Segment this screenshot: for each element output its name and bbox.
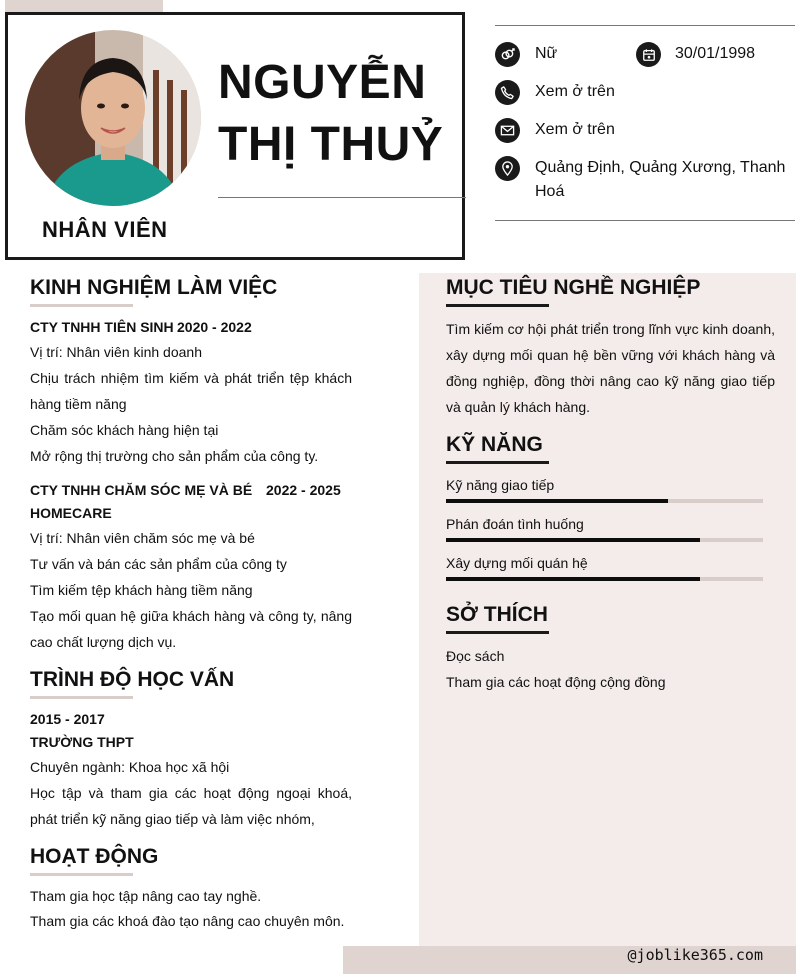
objective-text: Tìm kiếm cơ hội phát triển trong lĩnh vực kinh doanh, xây dựng mối quan hệ bền vững với khách hàng và đồng nghiệp, đồng thời nâng cao kỹ năng giao tiếp và quản lý khách hàng.: [446, 321, 775, 415]
skill-bar-fill: [446, 577, 700, 581]
address-line-1: Quảng Định, Quảng Xương, Thanh: [535, 159, 786, 176]
phone-value: Xem ở trên: [535, 83, 615, 100]
skills-title: KỸ NĂNG: [446, 433, 543, 456]
skills-underline: [446, 461, 549, 464]
education-title: TRÌNH ĐỘ HỌC VẤN: [30, 668, 235, 691]
gender-value: Nữ: [535, 45, 558, 62]
hobbies-title: SỞ THÍCH: [446, 603, 548, 626]
email-icon: [495, 118, 520, 143]
skill-bar-track: [446, 538, 763, 542]
activities-title: HOẠT ĐỘNG: [30, 845, 159, 868]
name-line-1: NGUYỄN: [218, 56, 427, 109]
name-divider: [218, 197, 466, 198]
name-line-2: THỊ THUỶ: [218, 118, 444, 171]
location-icon: [495, 156, 520, 181]
calendar-icon: [636, 42, 661, 67]
job-2-company-line-2: HOMECARE: [30, 505, 112, 521]
job-2-duty: Tư vấn và bán các sản phẩm của công ty: [30, 556, 287, 572]
skill-bar-fill: [446, 499, 668, 503]
experience-title: KINH NGHIỆM LÀM VIỆC: [30, 276, 278, 299]
job-role: NHÂN VIÊN: [42, 217, 168, 242]
contact-divider-top: [495, 25, 795, 26]
skill-name: Phán đoán tình huống: [446, 516, 584, 532]
job-2-period: 2022 - 2025: [266, 482, 341, 498]
birthdate-value: 30/01/1998: [675, 45, 756, 62]
education-underline: [30, 696, 133, 699]
objective-title: MỤC TIÊU NGHỀ NGHIỆP: [446, 276, 701, 299]
job-1-company: CTY TNHH TIÊN SINH: [30, 319, 174, 335]
job-2-position: Vị trí: Nhân viên chăm sóc mẹ và bé: [30, 530, 255, 546]
avatar: [25, 30, 201, 206]
skill-bar-track: [446, 577, 763, 581]
job-2-duty: Tạo mối quan hệ giữa khách hàng và công ty, nâng cao chất lượng dịch vụ.: [30, 608, 352, 650]
activity-item: Tham gia học tập nâng cao tay nghề.: [30, 888, 262, 904]
skill-name: Kỹ năng giao tiếp: [446, 477, 555, 493]
job-1-duty: Chăm sóc khách hàng hiện tại: [30, 422, 219, 438]
job-1-period: 2020 - 2022: [177, 319, 252, 335]
hobby-item: Đọc sách: [446, 648, 505, 664]
job-2-company: [30, 479, 252, 525]
job-1-position: Vị trí: Nhân viên kinh doanh: [30, 344, 202, 360]
job-1-duty: Mở rộng thị trường cho sản phẩm của công ty.: [30, 448, 319, 464]
experience-underline: [30, 304, 133, 307]
job-2-company-line-1: CTY TNHH CHĂM SÓC MẸ VÀ BÉ: [30, 482, 253, 498]
skill-name: Xây dựng mối quán hệ: [446, 555, 588, 571]
address-line-2: Hoá: [535, 183, 565, 200]
education-school: TRƯỜNG THPT: [30, 734, 134, 750]
full-name: [218, 52, 458, 176]
footer-website: @joblike365.com: [627, 946, 763, 964]
skill-bar-fill: [446, 538, 700, 542]
activities-underline: [30, 873, 133, 876]
email-value: Xem ở trên: [535, 121, 615, 138]
gender-icon: [495, 42, 520, 67]
activity-item: Tham gia các khoá đào tạo nâng cao chuyên môn.: [30, 913, 345, 929]
skill-bar-track: [446, 499, 763, 503]
avatar-portrait: [25, 30, 201, 206]
objective-underline: [446, 304, 549, 307]
job-1-duty: Chịu trách nhiệm tìm kiếm và phát triển tệp khách hàng tiềm năng: [30, 370, 352, 412]
contact-divider-bottom: [495, 220, 795, 221]
education-period: 2015 - 2017: [30, 711, 105, 727]
job-2-duty: Tìm kiếm tệp khách hàng tiềm năng: [30, 582, 253, 598]
education-major: Chuyên ngành: Khoa học xã hội: [30, 759, 230, 775]
address-value: [535, 156, 795, 204]
hobby-item: Tham gia các hoạt động cộng đồng: [446, 674, 666, 690]
hobbies-underline: [446, 631, 549, 634]
phone-icon: [495, 80, 520, 105]
education-description: Học tập và tham gia các hoạt động ngoại khoá, phát triển kỹ năng giao tiếp và làm việc nhóm,: [30, 785, 352, 827]
